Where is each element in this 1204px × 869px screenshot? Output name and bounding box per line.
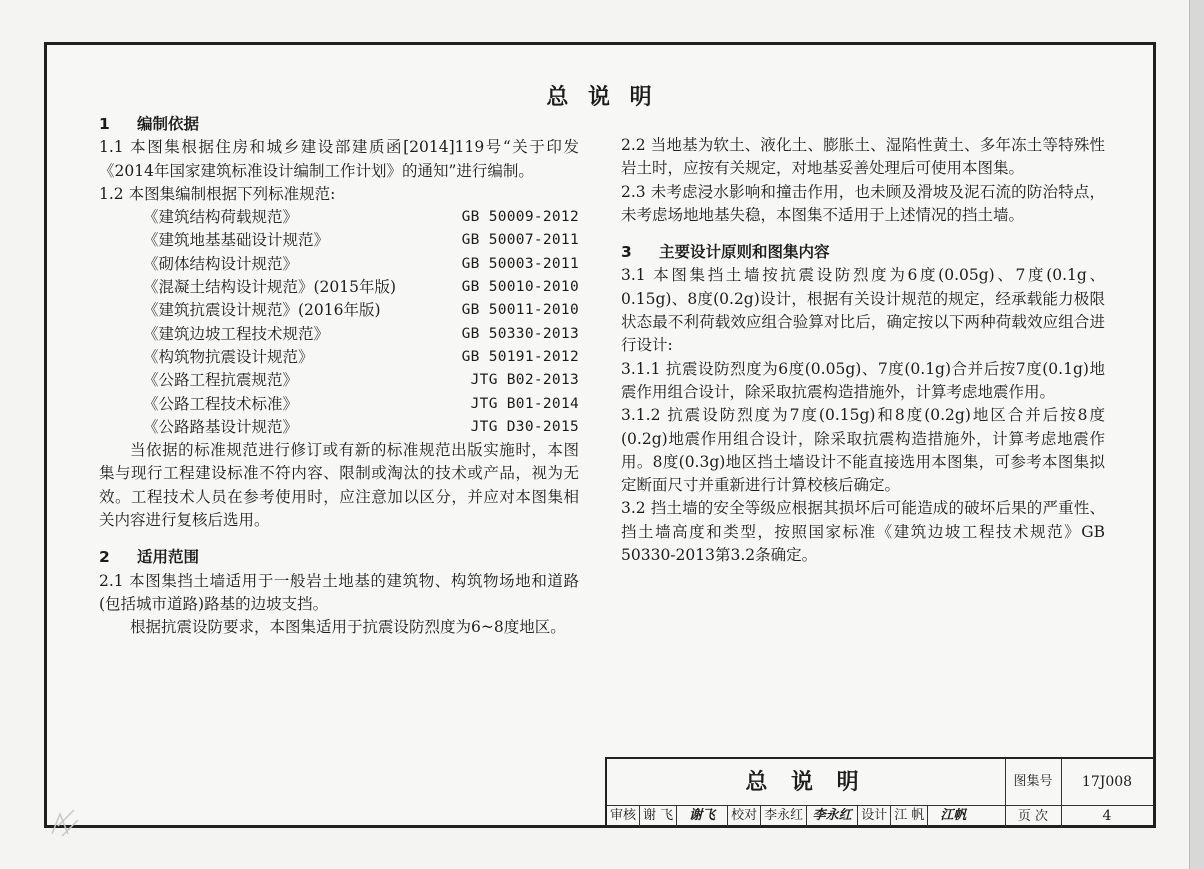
paragraph-2-2: 2.2 当地基为软土、液化土、膨胀土、湿陷性黄土、多年冻土等特殊性岩土时，应按有关规定，对地基妥善处理后可使用本图集。	[621, 136, 1105, 178]
section-number: 3	[621, 243, 632, 262]
design-label: 设计	[858, 805, 891, 827]
standard-item	[99, 346, 579, 369]
standard-name: 《公路工程技术标准》	[143, 394, 299, 413]
section-1-heading	[99, 113, 579, 136]
title-block-title: 总 说 明	[607, 759, 1006, 806]
standard-code: GB 50010-2010	[461, 279, 579, 296]
signature-row	[607, 805, 1006, 827]
paragraph-3-1-1: 3.1.1 抗震设防烈度为6度(0.05g)、7度(0.1g)合并后按7度(0.1g)地震作用组合设计，除采取抗震构造措施外，计算考虑地震作用。	[621, 359, 1105, 401]
paragraph-3-2: 3.2 挡土墙的安全等级应根据其损坏后可能造成的破坏后果的严重性、挡土墙高度和类型，按照国家标准《建筑边坡工程技术规范》GB 50330-2013第3.2条确定。	[621, 499, 1105, 565]
design-name: 江 帆	[891, 805, 928, 827]
review-name: 谢 飞	[640, 805, 677, 827]
standard-name: 《建筑抗震设计规范》(2016年版)	[143, 301, 381, 320]
standard-item	[99, 253, 579, 276]
paragraph-revision: 当依据的标准规范进行修订或有新的标准规范出版实施时，本图集与现行工程建设标准不符内容、限制或淘汰的技术或产品，视为无效。工程技术人员在参考使用时，应注意加以区分，并应对本图集相关内容进行复核后选用。	[99, 441, 579, 530]
standard-name: 《混凝土结构设计规范》(2015年版)	[143, 278, 397, 297]
check-label: 校对	[728, 805, 761, 827]
page-title: 总 说 明	[546, 84, 658, 110]
section-2-heading	[99, 546, 579, 569]
right-column	[621, 134, 1105, 567]
standard-item	[99, 416, 579, 439]
title-block	[605, 757, 1153, 825]
spacer	[99, 532, 579, 546]
section-3-heading	[621, 241, 1105, 264]
section-title: 适用范围	[137, 548, 200, 567]
standard-name: 《建筑结构荷载规范》	[143, 208, 299, 227]
standard-item	[99, 229, 579, 252]
standards-list	[99, 206, 579, 439]
atlas-number-label: 图集号	[1005, 759, 1062, 806]
paragraph-1-1: 1.1 本图集根据住房和城乡建设部建质函[2014]119号“关于印发《2014年国家建筑标准设计编制工作计划》的通知”进行编制。	[99, 138, 579, 180]
standard-code: GB 50191-2012	[461, 348, 579, 365]
standard-name: 《公路路基设计规范》	[143, 417, 299, 436]
standard-item	[99, 299, 579, 322]
spacer	[621, 227, 1105, 241]
watermark-icon	[48, 806, 82, 840]
standard-name: 《公路工程抗震规范》	[143, 371, 299, 390]
standard-code: GB 50003-2011	[461, 255, 579, 272]
standard-name: 《构筑物抗震设计规范》	[143, 347, 314, 366]
paragraph-2-1-seismic: 根据抗震设防要求，本图集适用于抗震设防烈度为6~8度地区。	[130, 618, 566, 637]
paragraph-3-1-2: 3.1.2 抗震设防烈度为7度(0.15g)和8度(0.2g)地区合并后按8度(0.2g)地震作用组合设计，除采取抗震构造措施外，计算考虑地震作用。8度(0.3g)地区挡土墙设计不能直接选用本图集，可参考本图集拟定断面尺寸并重新进行计算校核后确定。	[621, 406, 1105, 495]
atlas-number-value: 17J008	[1061, 759, 1153, 806]
check-name: 李永红	[761, 805, 807, 827]
design-signature: 江帆	[940, 808, 967, 823]
page-label: 页 次	[1005, 805, 1062, 828]
standard-code: GB 50011-2010	[461, 302, 579, 319]
standard-item	[99, 276, 579, 299]
standard-name: 《建筑边坡工程技术规范》	[143, 324, 330, 343]
check-signature: 李永红	[807, 805, 858, 827]
standard-name: 《建筑地基基础设计规范》	[143, 231, 330, 250]
standard-code: JTG B02-2013	[470, 372, 579, 389]
paragraph-2-1: 2.1 本图集挡土墙适用于一般岩土地基的建筑物、构筑物场地和道路(包括城市道路)路基的边坡支挡。	[99, 571, 579, 613]
standard-code: JTG D30-2015	[470, 418, 579, 435]
section-title: 主要设计原则和图集内容	[659, 243, 830, 262]
standard-item	[99, 393, 579, 416]
left-column	[99, 113, 579, 640]
paragraph-1-2: 1.2 本图集编制根据下列标准规范:	[99, 184, 336, 203]
standard-code: GB 50009-2012	[461, 209, 579, 226]
review-label: 审核	[607, 805, 640, 827]
paragraph-3-1: 3.1 本图集挡土墙按抗震设防烈度为6度(0.05g)、7度(0.1g、0.15g)、8度(0.2g)设计，根据有关设计规范的规定，经承载能力极限状态最不利荷载效应组合验算对比后，确定按以下两种荷载效应组合进行设计:	[621, 266, 1105, 355]
viewer-scrollbar[interactable]	[1189, 0, 1204, 869]
section-number: 1	[99, 115, 110, 133]
standard-item	[99, 323, 579, 346]
standard-code: JTG B01-2014	[470, 395, 579, 412]
standard-item	[99, 369, 579, 392]
paragraph-2-3: 2.3 未考虑浸水影响和撞击作用，也未顾及滑坡及泥石流的防治特点，未考虑场地地基失稳，本图集不适用于上述情况的挡土墙。	[621, 182, 1105, 224]
standard-item	[99, 206, 579, 229]
standard-name: 《砌体结构设计规范》	[143, 254, 299, 273]
standard-code: GB 50330-2013	[461, 325, 579, 342]
review-signature: 谢飞	[677, 805, 728, 827]
section-title: 编制依据	[137, 115, 200, 133]
page-number: 4	[1102, 808, 1112, 824]
standard-code: GB 50007-2011	[461, 232, 579, 249]
section-number: 2	[99, 548, 110, 567]
